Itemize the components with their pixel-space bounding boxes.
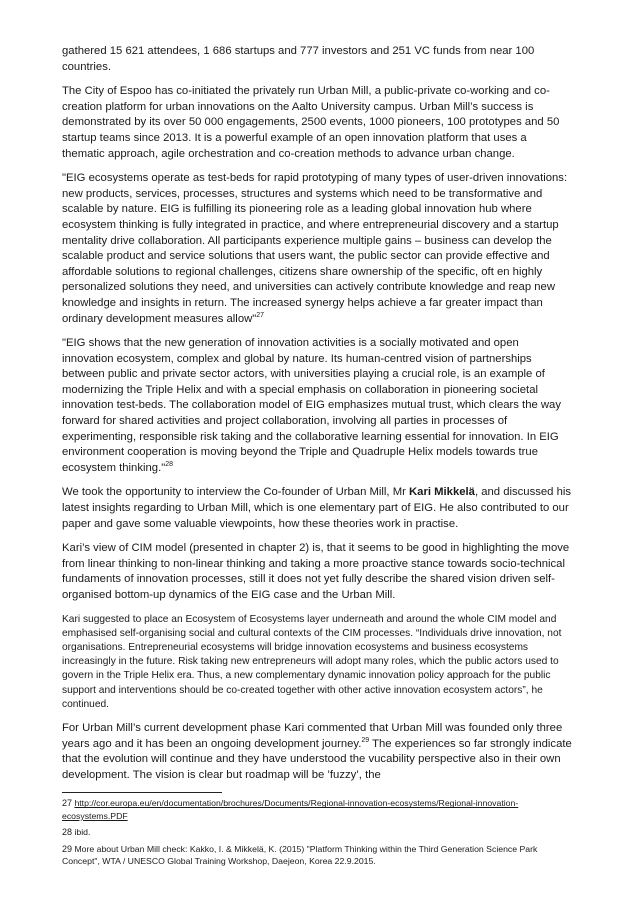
paragraph-attendees: gathered 15 621 attendees, 1 686 startups and 777 investors and 251 VC funds from near 100 countries.	[62, 45, 535, 73]
footnote-ref-29[interactable]: 29	[361, 736, 370, 744]
footnote-number: 27	[62, 798, 73, 809]
footnote-28	[62, 826, 572, 838]
footnote-ref-28[interactable]: 28	[165, 461, 174, 469]
paragraph-development-phase	[62, 721, 572, 783]
quote-eig-ecosystems	[62, 171, 572, 327]
text-span: For Urban Mill’s current development phase Kari commented that Urban Mill was founded only three years ago and it has been an ongoing development journey.	[62, 722, 563, 750]
quote-text: "EIG ecosystems operate as test-beds for rapid prototyping of many types of user-driven innovations: new products, services, processes, structures and systems which need to be transformative and scalable by nature. EIG is fulfilling its pioneering role as a leading global innovation hub where ecosystem thinking is fully integrated in practice, and where entrepreneurial discovery and a startup mentality drive collaboration. All participants experience multiple gains – business can develop the scalable product and service solutions that users want, the public sector can provide effective and affordable solutions to regional challenges, citizens share ownership of the specific, oft en highly personalized solutions they need, and universities can actively contribute knowledge and reap new knowledge and insights in return. The increased synergy helps achieve a far greater impact than ordinary development measures allow"	[62, 172, 568, 325]
paragraph-espoo-urban-mill: The City of Espoo has co-initiated the privately run Urban Mill, a public-private co-working and co-creation platform for urban innovations on the Aalto University campus. Urban Mill’s success is demonstrated by its over 50 000 engagements, 2500 events, 1000 pioneers, 100 prototypes and 50 startup teams since 2013. It is a powerful example of an open innovation platform that uses a thematic approach, agile orchestration and co-creation methods to advance urban change.	[62, 85, 560, 160]
footnote-number: 28	[62, 827, 73, 838]
text-span: The experiences so far strongly indicate that the evolution will continue and they have understood the vucability perspective also in their own development. The vision is clear but roadmap will be ’fuzzy’, the	[62, 737, 572, 781]
quote-text: "EIG shows that the new generation of innovation activities is a socially motivated and open innovation ecosystem, complex and global by nature. Its human-centred vision of partnerships between public and private sector actors, with universities playing a crucial role, is an example of modernizing the Triple Helix and with a special emphasis on collaboration in pioneering societal innovation test-beds. The collaboration model of EIG emphasizes mutual trust, which clears the way forward for shared activities and project collaboration, involving all parties in processes of experimenting, responsible risk taking and the collaborative learning essential for innovation. In EIG environment cooperation is moving beyond the Triple and Quadruple Helix models towards true ecosystem thinking."	[62, 337, 561, 474]
paragraph-cim-view: Kari’s view of CIM model (presented in chapter 2) is, that it seems to be good in highlighting the move from linear thinking to non-linear thinking and taking a more proactive stance towards socio-technical fundaments of innovation processes, still it does not yet fully describe the shared vision driven self-organised bottom-up dynamics of the EIG case and the Urban Mill.	[62, 542, 570, 601]
footnote-link[interactable]: http://cor.europa.eu/en/documentation/brochures/Documents/Regional-innovation-ecosystems/Regional-innovation-ecosystems.PDF	[62, 798, 519, 821]
text-span: , and discussed his latest insights regarding to Urban Mill, which is one elementary part of EIG. He also contributed to our paper and gave some valuable viewpoints, how these theories work in practise.	[62, 486, 572, 530]
document-page	[62, 44, 572, 867]
footnote-27	[62, 797, 572, 822]
footnote-divider	[62, 792, 222, 793]
text-span: We took the opportunity to interview the Co-founder of Urban Mill, Mr	[62, 486, 410, 499]
footnote-ref-27[interactable]: 27	[256, 311, 265, 319]
footnote-text: ibid.	[74, 827, 91, 838]
paragraph-interview	[62, 485, 572, 532]
footnote-number: 29	[62, 843, 73, 854]
footnote-text: More about Urban Mill check: Kakko, I. & Mikkelä, K. (2015) "Platform Thinking within the Third Generation Science Park Concept", WTA / UNESCO Global Training Workshop, Daejeon, Korea 22.9.2015.	[62, 843, 538, 867]
quote-eig-generation	[62, 336, 572, 476]
footnote-29	[62, 843, 572, 868]
paragraph-ecosystem-layer: Kari suggested to place an Ecosystem of Ecosystems layer underneath and around the whole CIM model and emphasised self-organising social and cultural contexts of the CIM processes. “Individuals drive innovation, not organisations. Entrepreneurial ecosystems will bridge innovation ecosystems and business ecosystems increasingly in the future. Risk taking new entrepreneurs will adopt many roles, which the public actors used to govern in the Triple Helix era. Thus, a new complementary dynamic innovation policy approach for the public support and interventions should be co-created together with other active innovation ecosystem actors”, he continued.	[62, 613, 562, 710]
interviewee-name: Kari Mikkelä	[409, 486, 475, 499]
